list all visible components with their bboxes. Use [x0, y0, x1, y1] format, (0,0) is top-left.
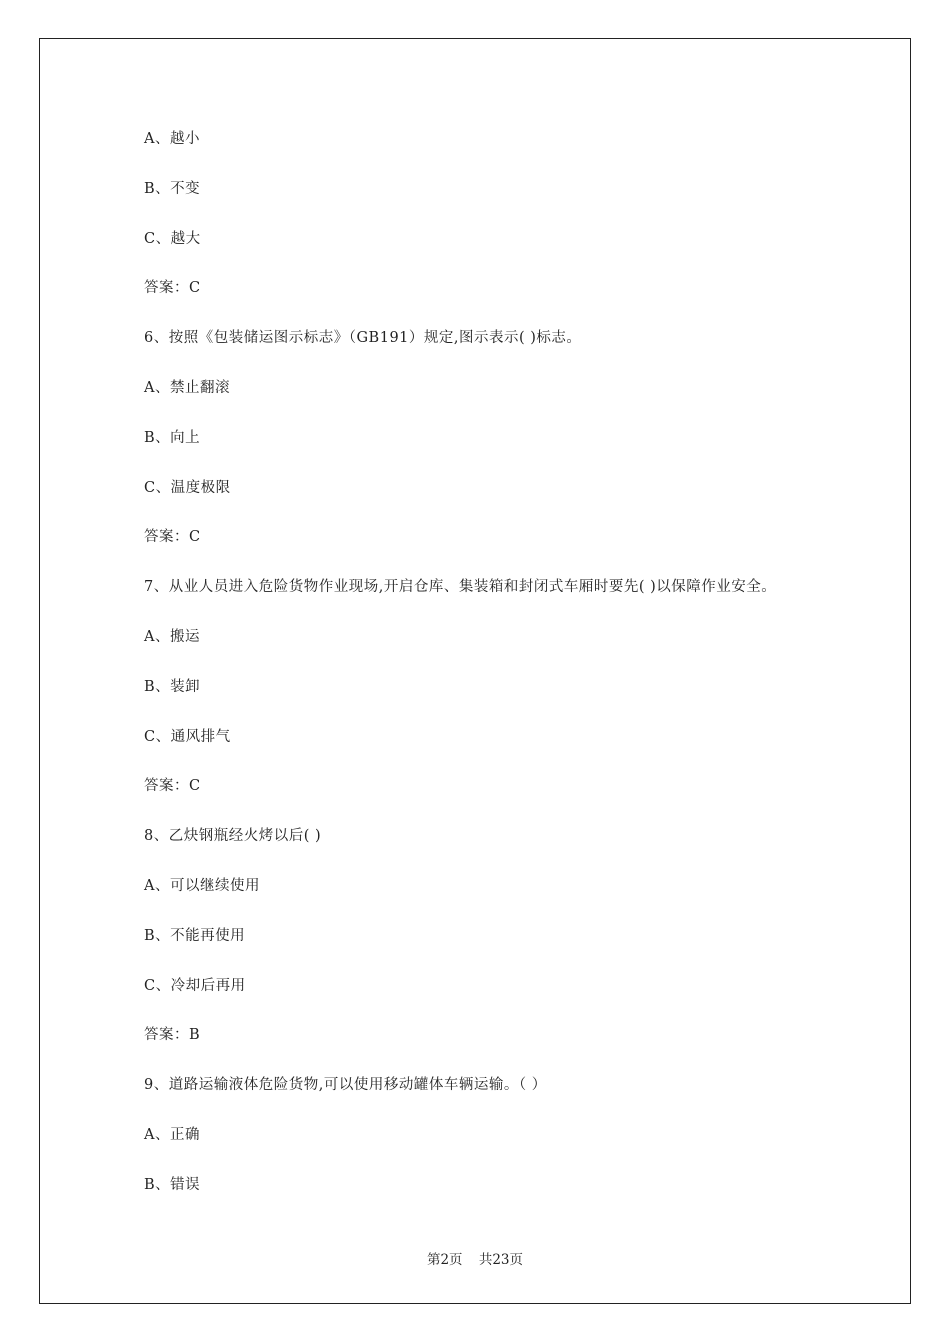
option-b-q6: B、向上 [144, 429, 201, 446]
page-total: 共23页 [478, 1252, 524, 1268]
question-6: 6、按照《包装储运图示标志》（GB191）规定,图示表示( )标志。 [144, 330, 582, 347]
page-footer [0, 1248, 950, 1268]
option-c-q5: C、越大 [144, 230, 201, 247]
option-c-q8: C、冷却后再用 [144, 977, 246, 994]
option-a-q9: A、正确 [144, 1126, 200, 1143]
answer-q7: 答案：C [144, 778, 201, 795]
option-b-q7: B、装卸 [144, 678, 201, 695]
question-7: 7、从业人员进入危险货物作业现场,开启仓库、集装箱和封闭式车厢时要先( )以保障作业安全。 [144, 579, 777, 596]
question-8: 8、乙炔钢瓶经火烤以后( ) [144, 828, 322, 845]
option-c-q7: C、通风排气 [144, 728, 231, 745]
option-a-q6: A、禁止翻滚 [144, 379, 230, 396]
document-content [144, 125, 884, 1221]
option-a-q7: A、搬运 [144, 628, 200, 645]
question-9: 9、道路运输液体危险货物,可以使用移动罐体车辆运输。（ ） [144, 1077, 547, 1094]
option-c-q6: C、温度极限 [144, 479, 231, 496]
option-b-q8: B、不能再使用 [144, 927, 246, 944]
answer-q6: 答案：C [144, 529, 201, 546]
option-a-q8: A、可以继续使用 [144, 877, 260, 894]
answer-q5: 答案：C [144, 280, 201, 297]
option-b-q5: B、不变 [144, 180, 201, 197]
option-a-q5: A、越小 [144, 131, 200, 147]
option-b-q9: B、错误 [144, 1176, 201, 1193]
page-number: 第2页 [426, 1252, 463, 1268]
answer-q8: 答案：B [144, 1027, 201, 1044]
